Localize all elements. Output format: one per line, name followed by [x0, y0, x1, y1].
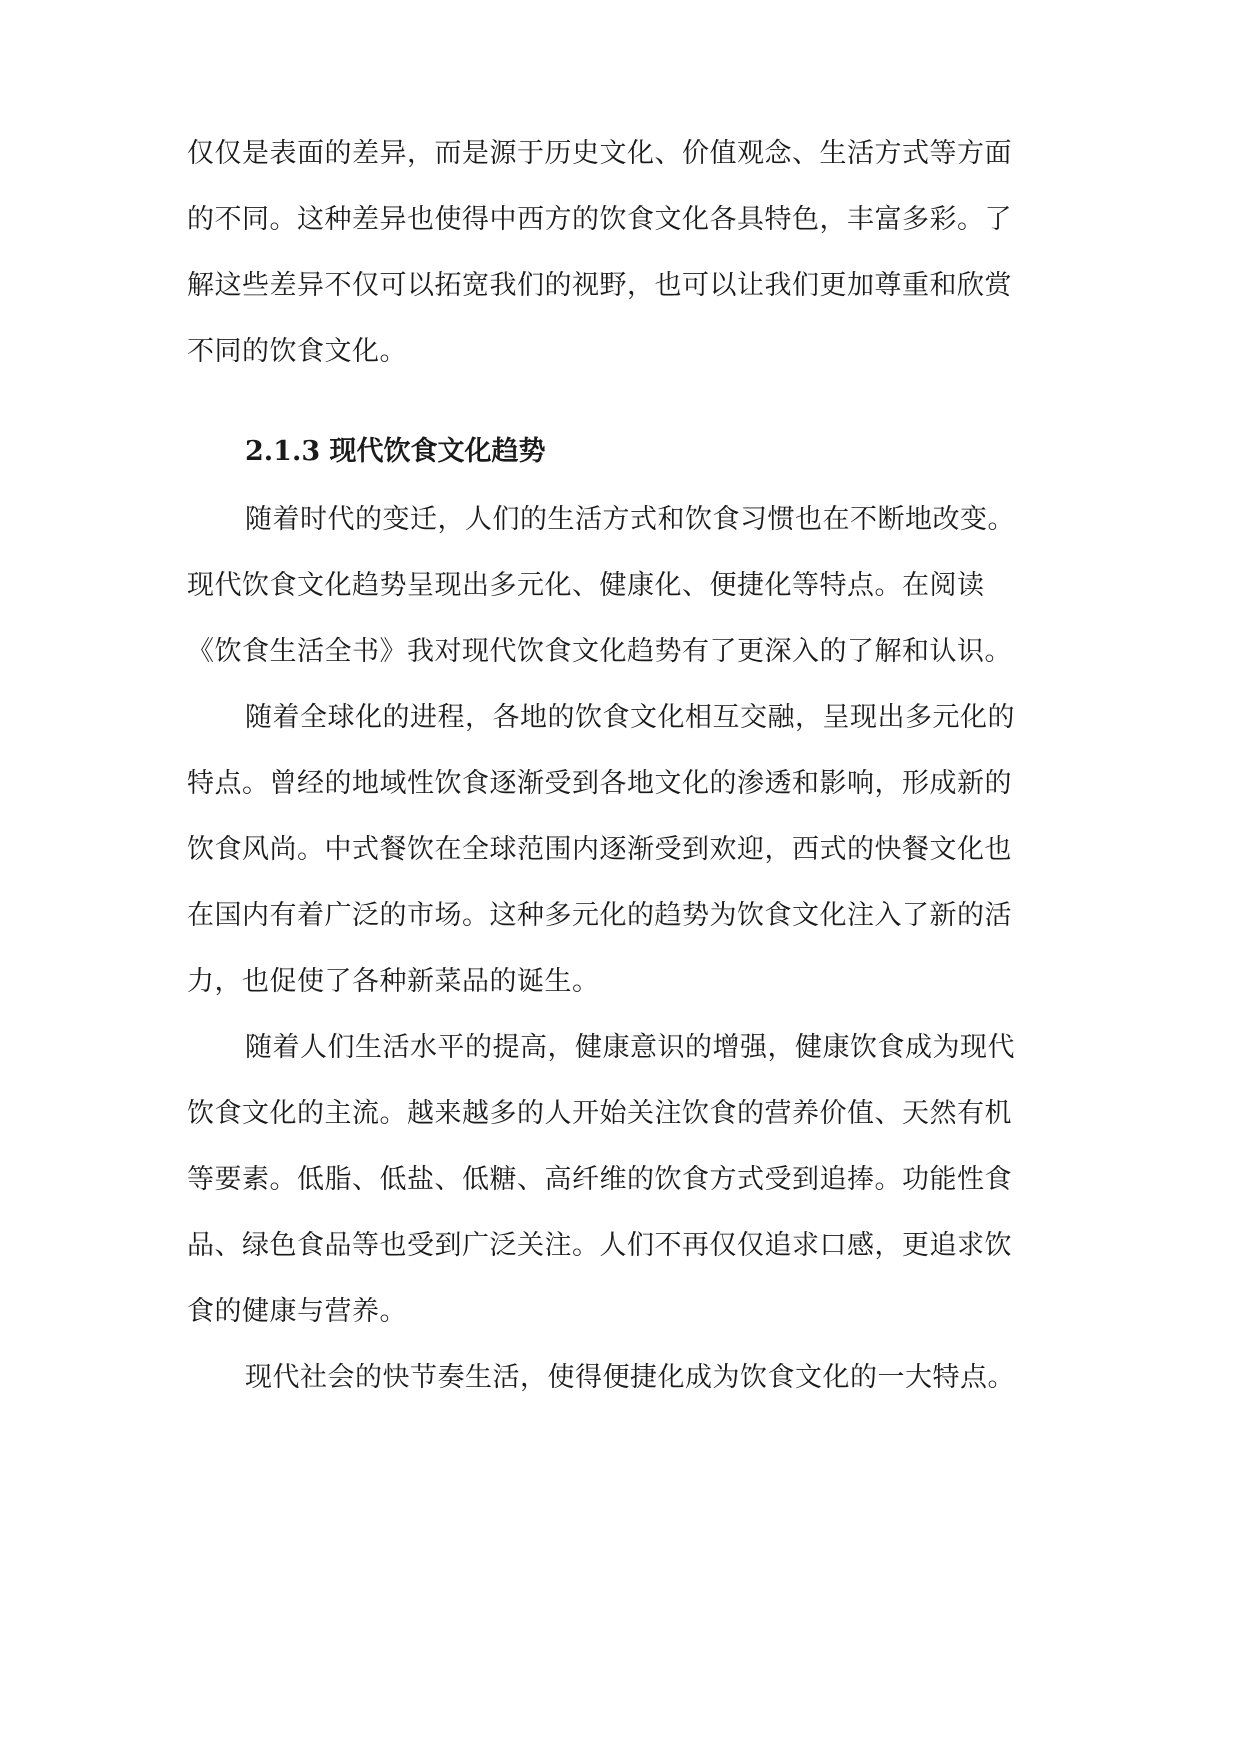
paragraph-1-line-3: 解这些差异不仅可以拓宽我们的视野，也可以让我们更加尊重和欣赏 [187, 270, 1012, 301]
paragraph-1-line-2: 的不同。这种差异也使得中西方的饮食文化各具特色，丰富多彩。了 [187, 204, 1012, 235]
paragraph-3-line-1: 随着全球化的进程，各地的饮食文化相互交融，呈现出多元化的 [245, 702, 1015, 733]
paragraph-2-line-2: 现代饮食文化趋势呈现出多元化、健康化、便捷化等特点。在阅读 [187, 570, 985, 601]
paragraph-1-line-4: 不同的饮食文化。 [187, 336, 407, 367]
paragraph-1-line-1: 仅仅是表面的差异，而是源于历史文化、价值观念、生活方式等方面 [187, 138, 1012, 169]
paragraph-2-line-3: 《饮食生活全书》我对现代饮食文化趋势有了更深入的了解和认识。 [187, 636, 1012, 667]
paragraph-5-line-1: 现代社会的快节奏生活，使得便捷化成为饮食文化的一大特点。 [245, 1362, 1015, 1393]
section-heading: 2.1.3 现代饮食文化趋势 [245, 436, 546, 467]
paragraph-4-line-4: 品、绿色食品等也受到广泛关注。人们不再仅仅追求口感，更追求饮 [187, 1230, 1012, 1261]
paragraph-4-line-2: 饮食文化的主流。越来越多的人开始关注饮食的营养价值、天然有机 [187, 1098, 1012, 1129]
paragraph-3-line-5: 力，也促使了各种新菜品的诞生。 [187, 966, 600, 997]
paragraph-4-line-1: 随着人们生活水平的提高，健康意识的增强，健康饮食成为现代 [245, 1032, 1015, 1063]
paragraph-3-line-4: 在国内有着广泛的市场。这种多元化的趋势为饮食文化注入了新的活 [187, 900, 1012, 931]
paragraph-2-line-1: 随着时代的变迁，人们的生活方式和饮食习惯也在不断地改变。 [245, 504, 1015, 535]
paragraph-4-line-5: 食的健康与营养。 [187, 1296, 407, 1327]
paragraph-3-line-3: 饮食风尚。中式餐饮在全球范围内逐渐受到欢迎，西式的快餐文化也 [187, 834, 1012, 865]
paragraph-4-line-3: 等要素。低脂、低盐、低糖、高纤维的饮食方式受到追捧。功能性食 [187, 1164, 1012, 1195]
paragraph-3-line-2: 特点。曾经的地域性饮食逐渐受到各地文化的渗透和影响，形成新的 [187, 768, 1012, 799]
